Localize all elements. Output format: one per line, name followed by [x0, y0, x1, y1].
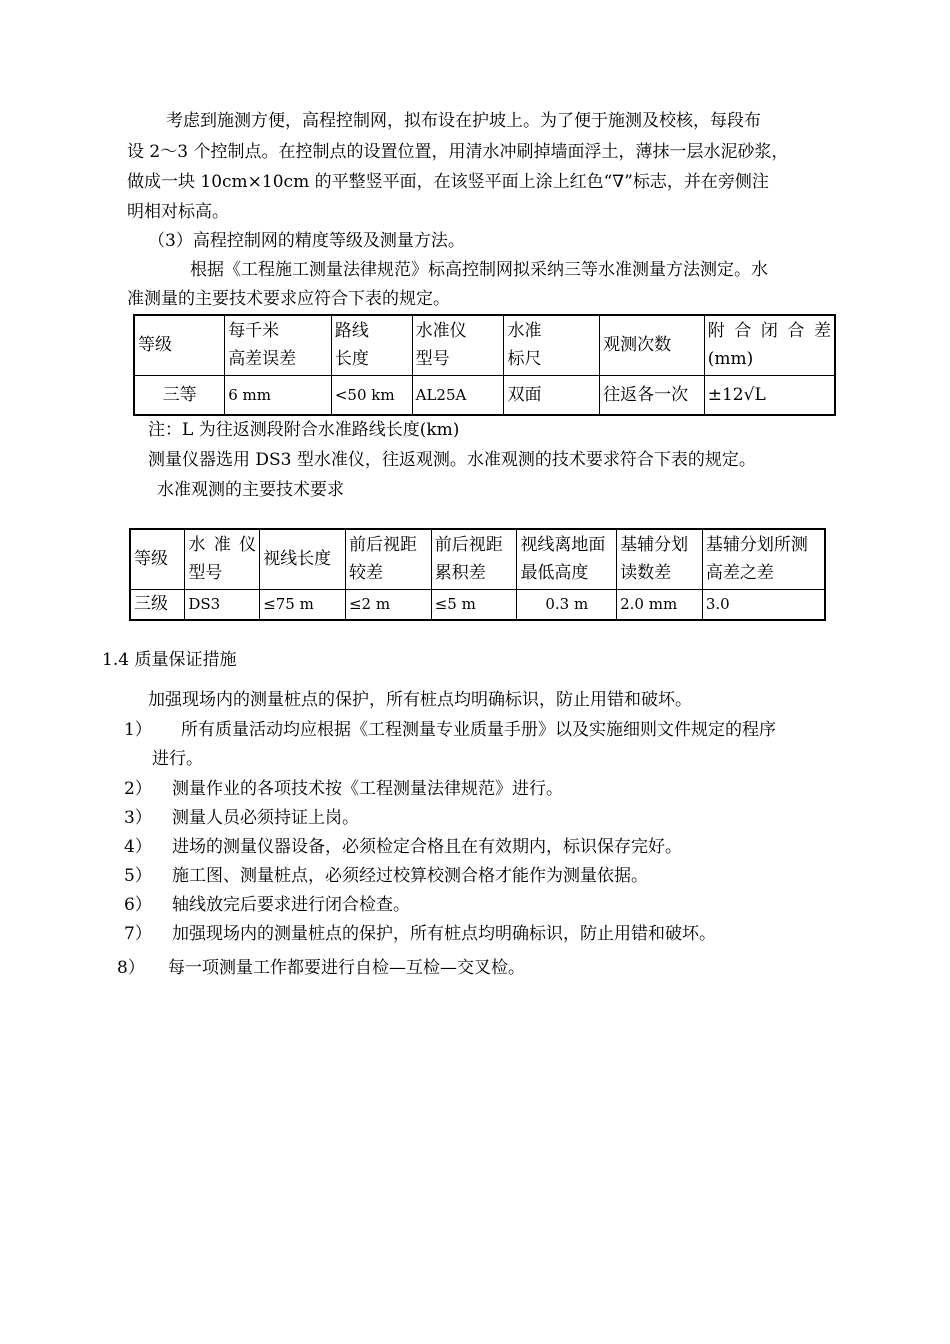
list-item-num-2: 2） [124, 779, 152, 799]
list-item-text-5: 施工图、测量桩点，必须经过校算校测合格才能作为测量依据。 [172, 866, 648, 886]
section3-heading: （3）高程控制网的精度等级及测量方法。 [148, 231, 465, 251]
list-item-text-1: 所有质量活动均应根据《工程测量专业质量手册》以及实施细则文件规定的程序 [181, 720, 776, 740]
cell-fb-diff: ≤2 m [345, 589, 431, 620]
leveling-requirements-table [133, 314, 836, 416]
cell-staff: 双面 [504, 375, 600, 415]
table-header-row [134, 315, 835, 375]
header-min-height: 视线离地面 最低高度 [517, 529, 617, 589]
intro-line-4: 明相对标高。 [127, 202, 229, 222]
cell-closure: ±12√L [704, 375, 835, 415]
header-staff: 水准 标尺 [504, 315, 600, 375]
cell-grade: 三级 [130, 589, 185, 620]
cell-level-model: AL25A [412, 375, 504, 415]
list-item-num-4: 4） [124, 837, 152, 857]
section14-heading: 1.4 质量保证措施 [102, 650, 237, 670]
header-error: 每千米 高差误差 [225, 315, 332, 375]
list-item-text-7: 加强现场内的测量桩点的保护，所有桩点均明确标识，防止用错和破坏。 [172, 924, 716, 944]
section3-line-2: 准测量的主要技术要求应符合下表的规定。 [127, 289, 450, 309]
table-row [134, 375, 835, 415]
list-item-num-6: 6） [124, 895, 152, 915]
intro-line-3: 做成一块 10cm×10cm 的平整竖平面，在该竖平面上涂上红色“∇”标志，并在旁侧注 [127, 172, 769, 192]
header-sight-length: 视线长度 [260, 529, 346, 589]
instrument-line: 测量仪器选用 DS3 型水准仪，往返观测。水准观测的技术要求符合下表的规定。 [148, 450, 756, 470]
header-fb-diff: 前后视距 较差 [345, 529, 431, 589]
list-item-num-3: 3） [124, 808, 152, 828]
cell-sight-length: ≤75 m [260, 589, 346, 620]
list-item-num-7: 7） [124, 924, 152, 944]
header-reading-diff: 基辅分划 读数差 [617, 529, 703, 589]
list-item-text-2: 测量作业的各项技术按《工程测量法律规范》进行。 [172, 779, 563, 799]
table2-caption: 水准观测的主要技术要求 [157, 480, 344, 500]
table-header-row [130, 529, 825, 589]
list-item-num-8: 8） [117, 958, 145, 978]
section14-intro: 加强现场内的测量桩点的保护，所有桩点均明确标识，防止用错和破坏。 [148, 690, 692, 710]
list-item-num-1: 1） [124, 720, 152, 740]
intro-line-1: 考虑到施测方便，高程控制网，拟布设在护坡上。为了便于施测及校核，每段布 [166, 111, 761, 131]
cell-grade: 三等 [134, 375, 225, 415]
header-route-length: 路线 长度 [331, 315, 412, 375]
header-grade: 等级 [134, 315, 225, 375]
list-item-cont-1: 进行。 [152, 749, 203, 769]
header-obs-count: 观测次数 [600, 315, 705, 375]
list-item-text-4: 进场的测量仪器设备，必须检定合格且在有效期内，标识保存完好。 [172, 837, 682, 857]
cell-min-height: 0.3 m [517, 589, 617, 620]
list-item-text-6: 轴线放完后要求进行闭合检查。 [172, 895, 410, 915]
cell-height-diff: 3.0 [702, 589, 825, 620]
intro-line-2: 设 2～3 个控制点。在控制点的设置位置，用清水冲刷掉墙面浮土，薄抹一层水泥砂浆， [127, 142, 789, 162]
header-fb-cumulative: 前后视距 累积差 [431, 529, 517, 589]
table1-note: 注：L 为往返测段附合水准路线长度(km) [148, 420, 460, 440]
header-level-model: 水准仪 型号 [412, 315, 504, 375]
cell-route-length: <50 km [331, 375, 412, 415]
cell-fb-cumulative: ≤5 m [431, 589, 517, 620]
observation-requirements-table [129, 528, 826, 621]
header-height-diff: 基辅分划所测 高差之差 [702, 529, 825, 589]
table-row [130, 589, 825, 620]
cell-level-model: DS3 [185, 589, 260, 620]
list-item-text-8: 每一项测量工作都要进行自检—互检—交叉检。 [168, 958, 525, 978]
header-grade: 等级 [130, 529, 185, 589]
list-item-num-5: 5） [124, 866, 152, 886]
header-level-model: 水 准 仪 型号 [185, 529, 260, 589]
cell-reading-diff: 2.0 mm [617, 589, 703, 620]
header-closure: 附 合 闭 合 差 (mm) [704, 315, 835, 375]
cell-obs-count: 往返各一次 [600, 375, 705, 415]
cell-error: 6 mm [225, 375, 332, 415]
section3-line-1: 根据《工程施工测量法律规范》标高控制网拟采纳三等水准测量方法测定。水 [190, 260, 768, 280]
list-item-text-3: 测量人员必须持证上岗。 [172, 808, 359, 828]
